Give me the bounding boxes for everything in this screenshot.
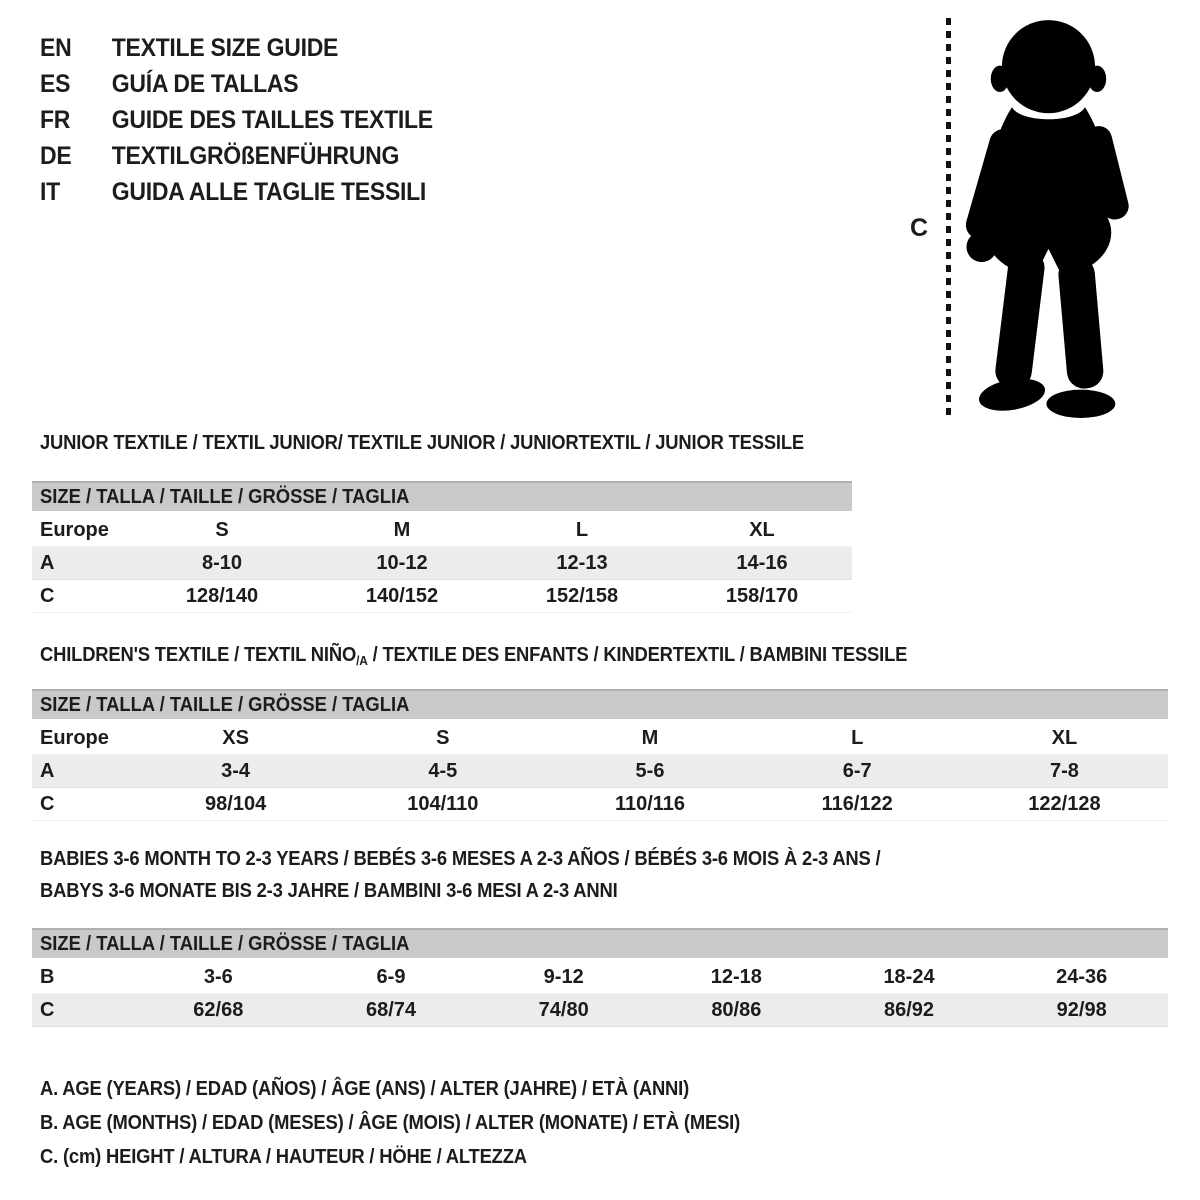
height-measure-label: C: [910, 214, 929, 242]
language-row-en: [40, 30, 433, 66]
children-size-table: [32, 689, 1168, 821]
table-cell: 10-12: [376, 551, 428, 574]
table-cell: L: [575, 518, 589, 541]
table-cell: M: [641, 726, 659, 749]
table-row-age: [32, 755, 1168, 788]
language-title-list: [40, 30, 467, 210]
babies-section-title-line2: BABYS 3-6 MONATE BIS 2-3 JAHRE / BAMBINI 3-6 MESI A 2-3 ANNI: [40, 880, 618, 902]
table-cell: L: [851, 726, 864, 749]
size-header-text: SIZE / TALLA / TAILLE / GRÖSSE / TAGLIA: [40, 932, 410, 955]
table-cell: 5-6: [635, 759, 665, 782]
children-size-header-bar: [32, 689, 1168, 719]
table-row-months: [32, 961, 1168, 994]
table-cell: 9-12: [543, 965, 584, 988]
junior-section-title: JUNIOR TEXTILE / TEXTIL JUNIOR/ TEXTILE JUNIOR / JUNIORTEXTIL / JUNIOR TESSILE: [40, 432, 805, 454]
table-cell: 140/152: [365, 584, 439, 607]
size-header-text: SIZE / TALLA / TAILLE / GRÖSSE / TAGLIA: [40, 485, 410, 508]
row-label: Europe: [40, 518, 109, 541]
language-title: TEXTILE SIZE GUIDE: [111, 33, 339, 62]
junior-size-header-bar: [32, 481, 852, 511]
table-cell: 24-36: [1056, 965, 1108, 988]
table-cell: 122/128: [1028, 792, 1101, 815]
children-section-title: [40, 644, 907, 668]
table-cell: 6-7: [842, 759, 872, 782]
table-cell: 3-6: [203, 965, 233, 988]
table-cell: 92/98: [1056, 998, 1107, 1021]
table-cell: 128/140: [185, 584, 259, 607]
children-title-sub: /A: [356, 653, 368, 668]
language-title: GUIDE DES TAILLES TEXTILE: [111, 105, 433, 134]
table-row-height: [32, 580, 852, 613]
row-label: C: [40, 584, 55, 607]
babies-size-header-bar: [32, 928, 1168, 958]
table-cell: 80/86: [711, 998, 762, 1021]
table-cell: 4-5: [428, 759, 458, 782]
table-cell: 86/92: [883, 998, 935, 1021]
language-row-es: [40, 66, 433, 102]
table-cell: 98/104: [205, 792, 267, 815]
row-label: B: [40, 965, 55, 988]
table-cell: 12-18: [710, 965, 762, 988]
language-code: ES: [40, 69, 71, 98]
language-code: EN: [40, 33, 72, 62]
height-measure-dashed-line: [946, 18, 951, 416]
size-header-text: SIZE / TALLA / TAILLE / GRÖSSE / TAGLIA: [40, 693, 410, 716]
language-code: FR: [40, 105, 71, 134]
table-cell: 18-24: [883, 965, 935, 988]
table-row-height: [32, 994, 1168, 1027]
row-label: Europe: [40, 726, 109, 749]
legend-line-a: A. AGE (YEARS) / EDAD (AÑOS) / ÂGE (ANS) / ALTER (JAHRE) / ETÀ (ANNI): [40, 1078, 690, 1100]
language-code: DE: [40, 141, 72, 170]
language-title: TEXTILGRÖßENFÜHRUNG: [111, 141, 400, 170]
table-cell: 14-16: [736, 551, 788, 574]
children-title-post: / TEXTILE DES ENFANTS / KINDERTEXTIL / BAMBINI TESSILE: [367, 644, 908, 666]
table-row-age: [32, 547, 852, 580]
table-cell: XS: [222, 726, 249, 749]
row-label: A: [40, 759, 55, 782]
table-cell: XL: [749, 518, 775, 541]
table-cell: 152/158: [545, 584, 619, 607]
table-cell: 12-13: [556, 551, 608, 574]
table-cell: 62/68: [193, 998, 244, 1021]
children-title-pre: CHILDREN'S TEXTILE / TEXTIL NIÑO: [40, 644, 357, 666]
table-row-height: [32, 788, 1168, 821]
babies-size-table: [32, 928, 1168, 1027]
row-label: C: [40, 998, 55, 1021]
table-cell: 7-8: [1049, 759, 1079, 782]
table-cell: 158/170: [725, 584, 799, 607]
language-row-de: [40, 138, 433, 174]
table-cell: M: [393, 518, 411, 541]
table-row-europe: [32, 514, 852, 547]
table-cell: 8-10: [201, 551, 243, 574]
language-title: GUIDA ALLE TAGLIE TESSILI: [111, 177, 427, 206]
table-cell: 110/116: [614, 792, 686, 815]
language-row-it: [40, 174, 433, 210]
table-cell: 3-4: [221, 759, 251, 782]
table-cell: XL: [1051, 726, 1078, 749]
language-row-fr: [40, 102, 433, 138]
table-cell: 68/74: [365, 998, 417, 1021]
table-cell: 74/80: [538, 998, 589, 1021]
legend: [40, 1072, 801, 1174]
row-label: C: [40, 792, 55, 815]
language-code: IT: [40, 177, 60, 206]
legend-line-c: C. (cm) HEIGHT / ALTURA / HAUTEUR / HÖHE / ALTEZZA: [40, 1146, 527, 1168]
table-cell: S: [215, 518, 229, 541]
table-cell: 104/110: [407, 792, 479, 815]
table-cell: S: [436, 726, 450, 749]
legend-line-b: B. AGE (MONTHS) / EDAD (MESES) / ÂGE (MOIS) / ALTER (MONATE) / ETÀ (MESI): [40, 1112, 741, 1134]
language-title: GUÍA DE TALLAS: [111, 69, 299, 98]
table-cell: 116/122: [821, 792, 893, 815]
babies-section-title-line1: BABIES 3-6 MONTH TO 2-3 YEARS / BEBÉS 3-6 MESES A 2-3 AÑOS / BÉBÉS 3-6 MOIS À 2-3 ANS /: [40, 848, 881, 870]
table-cell: 6-9: [376, 965, 406, 988]
junior-size-table: [32, 481, 852, 613]
toddler-silhouette-icon: [958, 14, 1143, 419]
row-label: A: [40, 551, 55, 574]
table-row-europe: [32, 722, 1168, 755]
